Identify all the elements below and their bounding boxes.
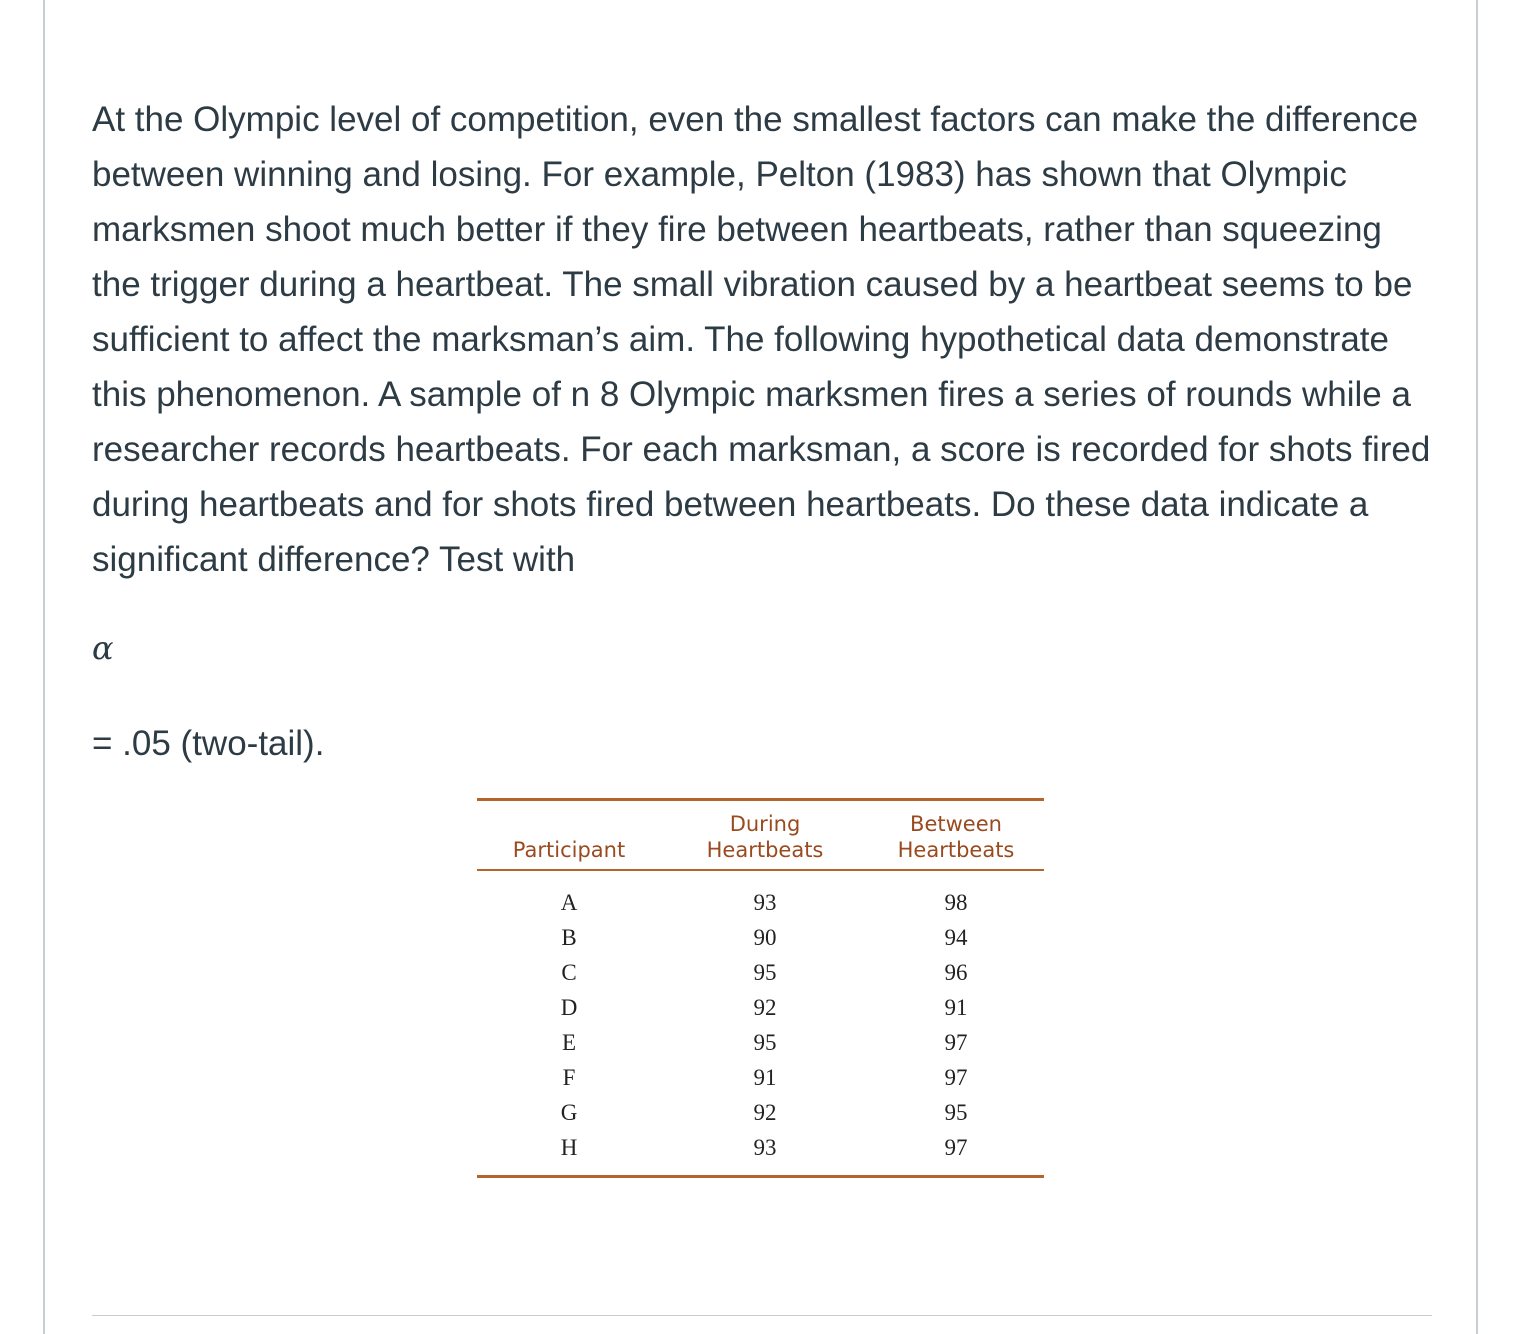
- section-divider: [92, 1315, 1432, 1316]
- cell-between: 95: [944, 1100, 968, 1125]
- data-table: [477, 798, 1044, 1178]
- table-row: [477, 1025, 1044, 1060]
- table-header: [477, 801, 1044, 869]
- header-between: Between Heartbeats: [897, 812, 1015, 862]
- alpha-symbol: α: [92, 629, 114, 667]
- cell-during: 95: [753, 1030, 777, 1055]
- table-row: [477, 1060, 1044, 1095]
- cell-participant: A: [560, 890, 578, 915]
- cell-between: 94: [944, 925, 968, 950]
- cell-participant: E: [561, 1030, 577, 1055]
- table-row: [477, 885, 1044, 920]
- cell-participant: F: [562, 1065, 576, 1090]
- table-row: [477, 1095, 1044, 1130]
- cell-participant: H: [560, 1135, 578, 1160]
- question-text: At the Olympic level of competition, even the smallest factors can make the difference between winning and losing. For example, Pelton (1983) has shown that Olympic marksmen shoot much better if they fire between heartbeats, rather than squeezing the trigger during a heartbeat. The small vibration caused by a heartbeat seems to be sufficient to affect the marksman’s aim. The following hypothetical data demonstrate this phenomenon. A sample of n 8 Olympic marksmen fires a series of rounds while a researcher records heartbeats. For each marksman, a score is recorded for shots fired during heartbeats and for shots fired between heartbeats. Do these data indicate a significant difference? Test with: [92, 100, 1431, 579]
- table-body: [477, 871, 1044, 1175]
- cell-during: 95: [753, 960, 777, 985]
- cell-during: 91: [753, 1065, 777, 1090]
- cell-between: 97: [944, 1065, 968, 1090]
- cell-during: 92: [753, 995, 777, 1020]
- cell-participant: B: [561, 925, 577, 950]
- cell-participant: D: [560, 995, 578, 1020]
- cell-between: 98: [944, 890, 968, 915]
- table-row: [477, 1130, 1044, 1165]
- cell-during: 93: [753, 890, 777, 915]
- cell-during: 90: [753, 925, 777, 950]
- header-participant: Participant: [512, 838, 626, 862]
- table-row: [477, 955, 1044, 990]
- cell-between: 91: [944, 995, 968, 1020]
- cell-between: 97: [944, 1030, 968, 1055]
- header-during: During Heartbeats: [706, 812, 824, 862]
- table-row: [477, 990, 1044, 1025]
- table-bottom-rule: [477, 1175, 1044, 1178]
- cell-during: 93: [753, 1135, 777, 1160]
- cell-participant: C: [561, 960, 577, 985]
- cell-participant: G: [560, 1100, 578, 1125]
- cell-between: 97: [944, 1135, 968, 1160]
- cell-between: 96: [944, 960, 968, 985]
- alpha-value: = .05 (two-tail).: [92, 724, 325, 763]
- cell-during: 92: [753, 1100, 777, 1125]
- table-row: [477, 920, 1044, 955]
